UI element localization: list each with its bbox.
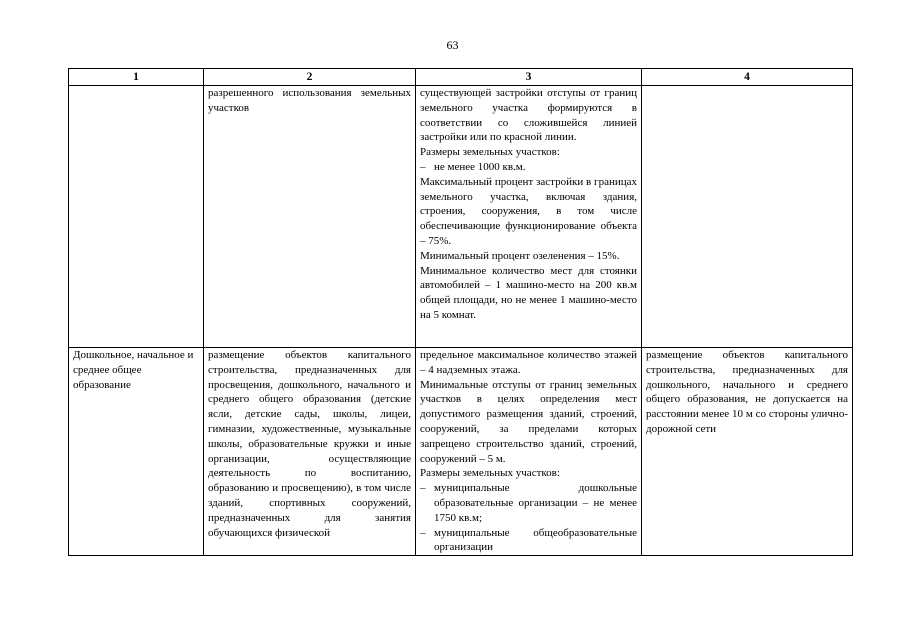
paragraph: Минимальный процент озеленения – 15%. (420, 249, 620, 262)
paragraph: Минимальные отступы от границ земельных участков в целях определения мест допустимого размещения зданий, строений, сооружений, за пределами которых запрещено строительство зданий, строений, сооружений – 5 м. (420, 378, 637, 465)
table-row (69, 86, 853, 348)
land-use-type-cell (69, 86, 204, 348)
table-header-row (69, 69, 853, 86)
column-header-2: 2 (204, 69, 416, 86)
paragraph: Минимальное количество мест для стоянки автомобилей – 1 машино-место на 200 кв.м общей площади, но не менее 1 машино-место на 5 комнат. (420, 264, 637, 321)
land-use-description-cell: размещение объектов капитального строительства, предназначенных для просвещения, дошкольного, начального и среднего общего образования (детские ясли, детские сады, школы, лицеи, гимназии, художественные, музыкальные школы, образовательные кружки и иные организации, осуществляющие деятельность по воспитанию, образованию и просвещению), в том числе зданий, спортивных сооружений, предназначенных для занятия обучающихся физической (204, 348, 416, 556)
paragraph: Размеры земельных участков: (420, 146, 560, 159)
dash-list-item (420, 481, 637, 525)
land-use-type-cell: Дошкольное, начальное и среднее общее образование (69, 348, 204, 556)
restrictions-cell: размещение объектов капитального строительства, предназначенных для дошкольного, начального и среднего общего образования, не допускается на расстоянии менее 10 м со стороны улично-дорожной сети (642, 348, 853, 556)
dash-list-item-text: муниципальные общеобразовательные организации (434, 526, 637, 554)
column-header-1: 1 (69, 69, 204, 86)
dash-bullet-icon: – (420, 160, 426, 173)
paragraph: Максимальный процент застройки в границах земельного участка, включая здания, строения, сооружения, в том числе обеспечивающие функционирование объекта – 75%. (420, 175, 637, 247)
dash-list-item-text: муниципальные дошкольные образовательные организации – не менее 1750 кв.м; (434, 482, 637, 524)
restrictions-cell (642, 86, 853, 348)
land-use-description-cell: разрешенного использования земельных участков (204, 86, 416, 348)
table-row (69, 348, 853, 556)
dash-list-item-text: не менее 1000 кв.м. (434, 160, 526, 173)
dash-list-item (420, 160, 637, 175)
parameters-content (420, 348, 637, 555)
column-header-3: 3 (416, 69, 642, 86)
paragraph: существующей застройки отступы от границ земельного участка формируются в соответствии со сложившейся линией застройки или по красной линии. (420, 87, 637, 144)
paragraph: предельное максимальное количество этажей – 4 надземных этажа. (420, 349, 637, 376)
dash-list-item (420, 526, 637, 556)
regulations-table (68, 68, 853, 556)
column-header-4: 4 (642, 69, 853, 86)
parameters-content (420, 86, 637, 323)
paragraph: Размеры земельных участков: (420, 467, 560, 480)
parameters-cell (416, 348, 642, 556)
dash-bullet-icon: – (420, 482, 426, 495)
parameters-cell (416, 86, 642, 348)
dash-bullet-icon: – (420, 526, 426, 539)
page-number: 63 (446, 38, 459, 52)
